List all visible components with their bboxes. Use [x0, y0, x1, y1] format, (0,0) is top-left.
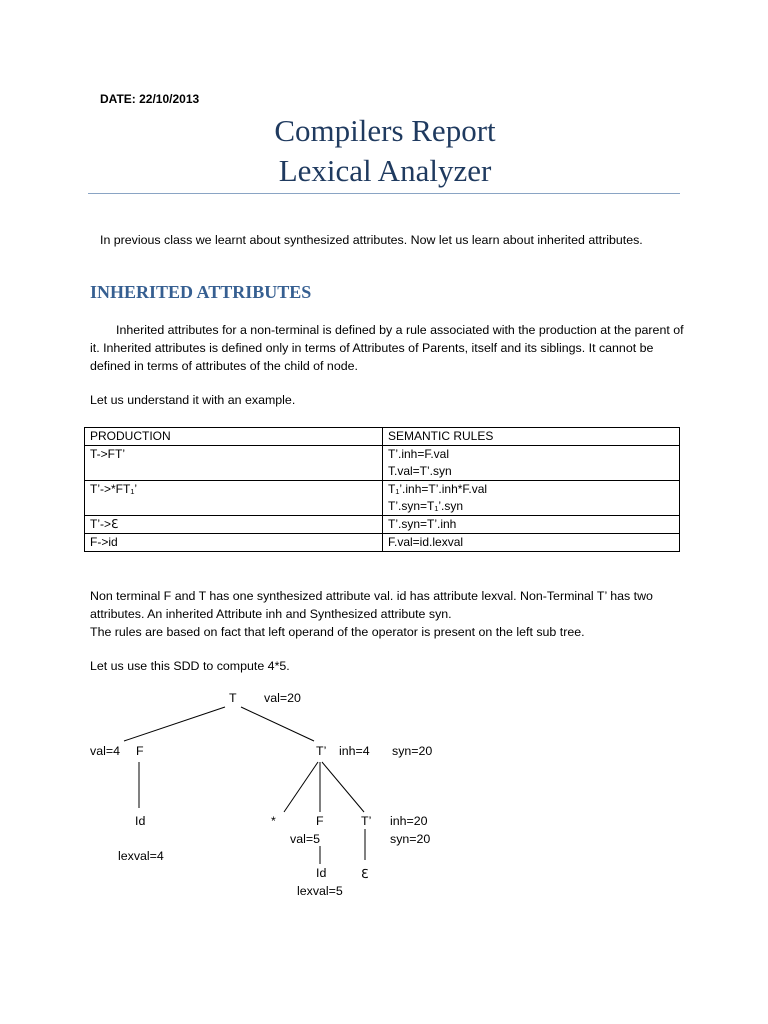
header-production: PRODUCTION	[85, 428, 383, 446]
tree-node-tprime: T’	[316, 744, 327, 758]
header-semantic-rules: SEMANTIC RULES	[383, 428, 680, 446]
intro-text: In previous class we learnt about synthesized attributes. Now let us learn about inherited attributes.	[100, 233, 643, 247]
tree-node-id2: Id	[316, 866, 327, 880]
rule-line: F.val=id.lexval	[388, 535, 464, 549]
paragraph-attributes-line2: The rules are based on fact that left operand of the operator is present on the left sub tree.	[90, 625, 585, 639]
tree-label-f-val: val=4	[90, 744, 120, 758]
paragraph-attributes-line1: Non terminal F and T has one synthesized attribute val. id has attribute lexval. Non-Terminal T’ has two attributes. An inherited Attribute inh and Synthesized attribute syn.	[90, 589, 653, 621]
paragraph-definition-text: Inherited attributes for a non-terminal is defined by a rule associated with the production at the parent of it. Inherited attributes is defined only in terms of Attributes of Parents, itself and its siblings. It cannot be defined in terms of attributes of the child of node.	[90, 323, 684, 373]
tree-label-tprime-inh: inh=4	[339, 744, 370, 758]
tree-node-star: *	[271, 814, 276, 828]
tree-label-root-val: val=20	[264, 691, 301, 705]
tree-node-id1: Id	[135, 814, 146, 828]
rule-line: T’.inh=F.val	[388, 447, 450, 461]
title-line-1: Compilers Report	[274, 113, 496, 148]
tree-node-f: F	[136, 744, 144, 758]
tree-label-id2-lexval: lexval=5	[297, 884, 343, 898]
paragraph-example-intro: Let us understand it with an example.	[90, 393, 296, 407]
tree-label-tprime2-syn: syn=20	[390, 832, 431, 846]
rule-line: T₁’.inh=T’.inh*F.val	[388, 482, 488, 496]
tree-label-tprime-syn: syn=20	[392, 744, 433, 758]
tree-label-tprime2-inh: inh=20	[390, 814, 428, 828]
tree-label-f2-val: val=5	[290, 832, 320, 846]
production-cell: F->id	[85, 534, 383, 552]
edge-tprime-star	[284, 762, 318, 812]
edge-tprime-tprime2	[322, 762, 364, 812]
tree-node-f2: F	[316, 814, 324, 828]
production-cell: T’->*FT₁’	[85, 481, 383, 516]
title-line-2: Lexical Analyzer	[278, 153, 492, 188]
production-cell: T->FT’	[85, 446, 383, 481]
edge-t-f	[124, 707, 225, 741]
report-date: DATE: 22/10/2013	[100, 92, 200, 106]
edge-t-tprime	[241, 707, 314, 741]
tree-label-id1-lexval: lexval=4	[118, 849, 164, 863]
tree-node-epsilon: ℇ	[361, 867, 369, 881]
tree-node-t: T	[229, 691, 237, 705]
tree-node-tprime2: T’	[361, 814, 372, 828]
paragraph-compute: Let us use this SDD to compute 4*5.	[90, 659, 290, 673]
rule-line: T.val=T’.syn	[388, 464, 452, 478]
rule-line: T’.syn=T’.inh	[388, 517, 457, 531]
rule-line: T’.syn=T₁’.syn	[388, 499, 464, 513]
production-cell: T’->ℇ	[85, 516, 383, 534]
section-heading: INHERITED ATTRIBUTES	[90, 282, 312, 302]
